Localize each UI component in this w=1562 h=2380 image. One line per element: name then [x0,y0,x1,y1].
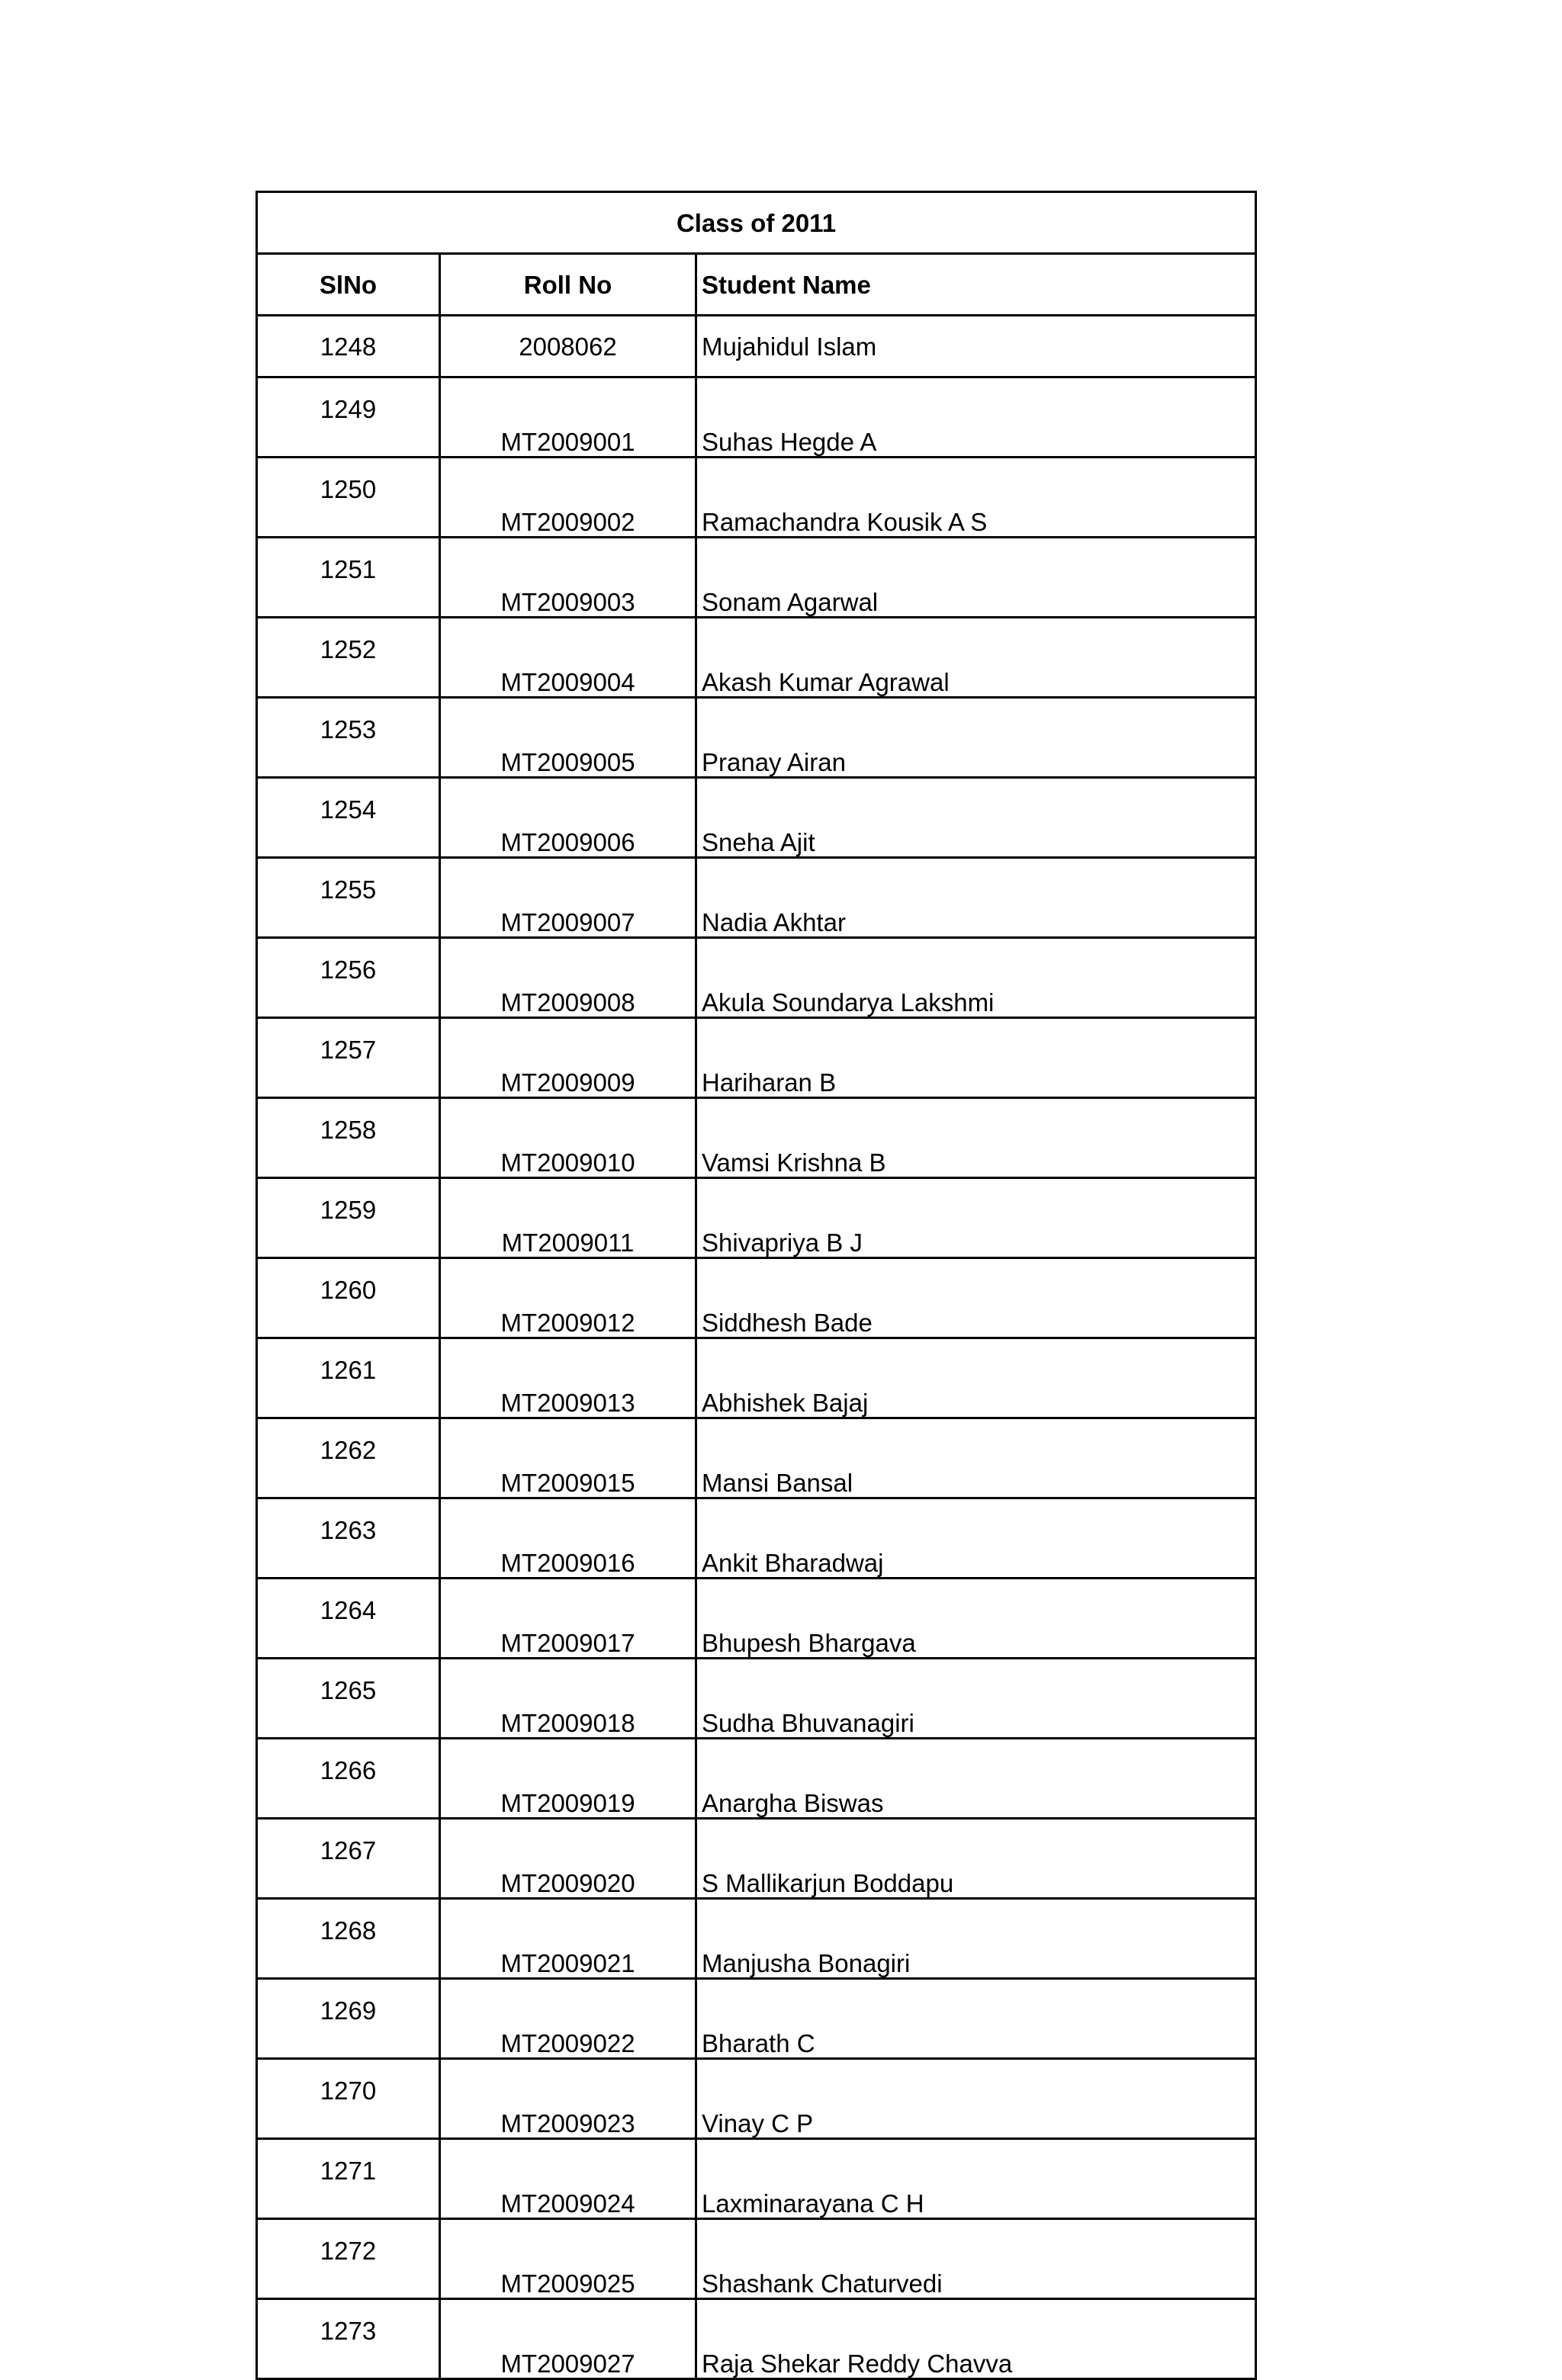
cell-roll-no: MT2009012 [440,1258,696,1338]
cell-sl-no: 1259 [257,1178,440,1258]
cell-sl-no: 1261 [257,1338,440,1418]
cell-student-name: Laxminarayana C H [696,2139,1256,2219]
table-row [257,1018,1256,1098]
cell-student-name: Manjusha Bonagiri [696,1899,1256,1979]
cell-student-name: Ankit Bharadwaj [696,1498,1256,1579]
cell-roll-no: MT2009025 [440,2219,696,2299]
cell-student-name: Shivapriya B J [696,1178,1256,1258]
cell-student-name: Anargha Biswas [696,1739,1256,1819]
table-row [257,1739,1256,1819]
cell-student-name: Nadia Akhtar [696,858,1256,938]
cell-student-name: Pranay Airan [696,698,1256,778]
cell-student-name: Suhas Hegde A [696,377,1256,458]
table-header-row [257,254,1256,316]
cell-roll-no: MT2009020 [440,1819,696,1899]
cell-student-name: Vinay C P [696,2059,1256,2139]
cell-student-name: Hariharan B [696,1018,1256,1098]
cell-student-name: Sonam Agarwal [696,538,1256,618]
student-list-table [256,191,1257,2380]
cell-student-name: Sudha Bhuvanagiri [696,1659,1256,1739]
table-row [257,458,1256,538]
table-row [257,1979,1256,2059]
table-row [257,1418,1256,1498]
cell-student-name: Bharath C [696,1979,1256,2059]
cell-sl-no: 1262 [257,1418,440,1498]
cell-sl-no: 1254 [257,778,440,858]
table-title-row [257,192,1256,254]
table-row [257,858,1256,938]
cell-sl-no: 1267 [257,1819,440,1899]
table-body [257,316,1256,2379]
cell-student-name: Shashank Chaturvedi [696,2219,1256,2299]
cell-roll-no: MT2009001 [440,377,696,458]
cell-roll-no: MT2009003 [440,538,696,618]
cell-sl-no: 1272 [257,2219,440,2299]
cell-roll-no: MT2009008 [440,938,696,1018]
cell-roll-no: MT2009016 [440,1498,696,1579]
cell-roll-no: MT2009002 [440,458,696,538]
cell-roll-no: MT2009009 [440,1018,696,1098]
cell-roll-no: 2008062 [440,316,696,377]
table-row [257,698,1256,778]
cell-sl-no: 1248 [257,316,440,377]
cell-sl-no: 1266 [257,1739,440,1819]
cell-roll-no: MT2009015 [440,1418,696,1498]
cell-sl-no: 1252 [257,618,440,698]
table-row [257,618,1256,698]
cell-sl-no: 1250 [257,458,440,538]
table-row [257,316,1256,377]
cell-student-name: Ramachandra Kousik A S [696,458,1256,538]
table-title: Class of 2011 [257,192,1256,254]
cell-sl-no: 1255 [257,858,440,938]
cell-roll-no: MT2009013 [440,1338,696,1418]
cell-student-name: Abhishek Bajaj [696,1338,1256,1418]
cell-sl-no: 1249 [257,377,440,458]
cell-student-name: Bhupesh Bhargava [696,1579,1256,1659]
cell-sl-no: 1273 [257,2299,440,2379]
cell-student-name: S Mallikarjun Boddapu [696,1819,1256,1899]
cell-sl-no: 1265 [257,1659,440,1739]
table-row [257,2219,1256,2299]
cell-student-name: Akula Soundarya Lakshmi [696,938,1256,1018]
cell-student-name: Mujahidul Islam [696,316,1256,377]
table-row [257,1899,1256,1979]
cell-student-name: Raja Shekar Reddy Chavva [696,2299,1256,2379]
cell-roll-no: MT2009024 [440,2139,696,2219]
table-row [257,1819,1256,1899]
table-row [257,1498,1256,1579]
cell-sl-no: 1264 [257,1579,440,1659]
cell-sl-no: 1270 [257,2059,440,2139]
cell-sl-no: 1257 [257,1018,440,1098]
table-row [257,2299,1256,2379]
cell-sl-no: 1271 [257,2139,440,2219]
table-row [257,1579,1256,1659]
table-row [257,938,1256,1018]
cell-roll-no: MT2009023 [440,2059,696,2139]
cell-roll-no: MT2009021 [440,1899,696,1979]
cell-student-name: Sneha Ajit [696,778,1256,858]
header-student-name: Student Name [696,254,1256,316]
cell-student-name: Akash Kumar Agrawal [696,618,1256,698]
cell-student-name: Mansi Bansal [696,1418,1256,1498]
table-row [257,778,1256,858]
table-row [257,1659,1256,1739]
header-roll-no: Roll No [440,254,696,316]
cell-roll-no: MT2009010 [440,1098,696,1178]
cell-sl-no: 1253 [257,698,440,778]
table-row [257,1258,1256,1338]
cell-roll-no: MT2009011 [440,1178,696,1258]
table-row [257,377,1256,458]
table-row [257,2139,1256,2219]
cell-roll-no: MT2009017 [440,1579,696,1659]
cell-sl-no: 1269 [257,1979,440,2059]
cell-roll-no: MT2009007 [440,858,696,938]
table-row [257,1178,1256,1258]
table-row [257,2059,1256,2139]
cell-roll-no: MT2009027 [440,2299,696,2379]
header-sl-no: SlNo [257,254,440,316]
cell-roll-no: MT2009022 [440,1979,696,2059]
cell-sl-no: 1256 [257,938,440,1018]
cell-sl-no: 1251 [257,538,440,618]
cell-roll-no: MT2009006 [440,778,696,858]
cell-roll-no: MT2009004 [440,618,696,698]
cell-sl-no: 1258 [257,1098,440,1178]
cell-sl-no: 1260 [257,1258,440,1338]
cell-roll-no: MT2009018 [440,1659,696,1739]
cell-sl-no: 1268 [257,1899,440,1979]
table-row [257,1338,1256,1418]
cell-student-name: Siddhesh Bade [696,1258,1256,1338]
cell-roll-no: MT2009019 [440,1739,696,1819]
table-row [257,538,1256,618]
cell-roll-no: MT2009005 [440,698,696,778]
table-row [257,1098,1256,1178]
cell-student-name: Vamsi Krishna B [696,1098,1256,1178]
cell-sl-no: 1263 [257,1498,440,1579]
